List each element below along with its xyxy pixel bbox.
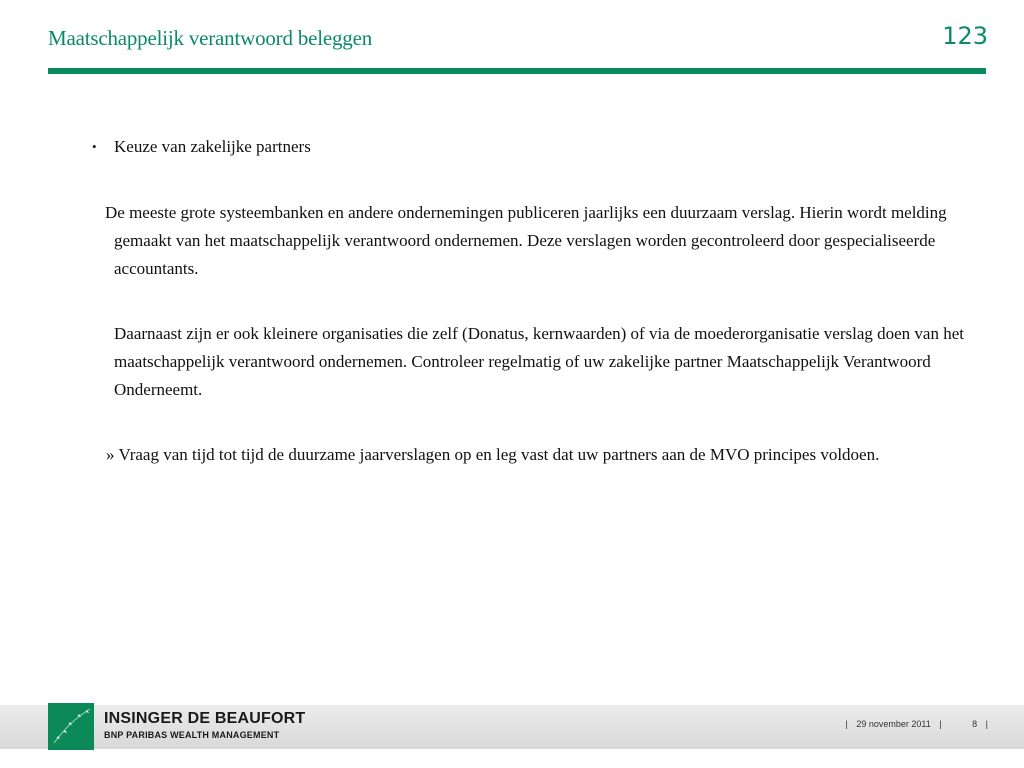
paragraph-1: De meeste grote systeembanken en andere ondernemingen publiceren jaarlijks een duurzaam verslag. Hierin wordt melding gemaakt van het maatschappelijk verantwoord ondernemen. Deze verslagen worden gecontroleerd door gespecialiseerde accountants. [105, 203, 947, 278]
page-number: 123 [942, 22, 988, 50]
paragraph-3: » Vraag van tijd tot tijd de duurzame jaarverslagen op en leg vast dat uw partners aan de MVO principes voldoen. [106, 445, 880, 464]
brand-name: INSINGER DE BEAUFORT [104, 710, 306, 727]
brand-subtitle: BNP PARIBAS WEALTH MANAGEMENT [104, 730, 280, 740]
bullet-item [92, 133, 311, 161]
slide-title: Maatschappelijk verantwoord beleggen [48, 26, 373, 50]
separator: | [939, 719, 942, 729]
footer-meta [840, 719, 989, 729]
separator: | [845, 719, 848, 729]
bullet-icon: • [92, 139, 97, 154]
bnp-stars-logo-icon [48, 703, 94, 750]
footer-date: 29 november 2011 [856, 719, 931, 729]
bullet-text: Keuze van zakelijke partners [114, 137, 311, 156]
paragraph-2: Daarnaast zijn er ook kleinere organisaties die zelf (Donatus, kernwaarden) of via de moederorganisatie verslag doen van het maatschappelijk verantwoord ondernemen. Controleer regelmatig of uw zakelijke partner Maatschappelijk Verantwoord Onderneemt. [114, 324, 964, 399]
separator: | [985, 719, 988, 729]
slide-number: 8 [972, 719, 978, 729]
header-divider [48, 68, 986, 74]
